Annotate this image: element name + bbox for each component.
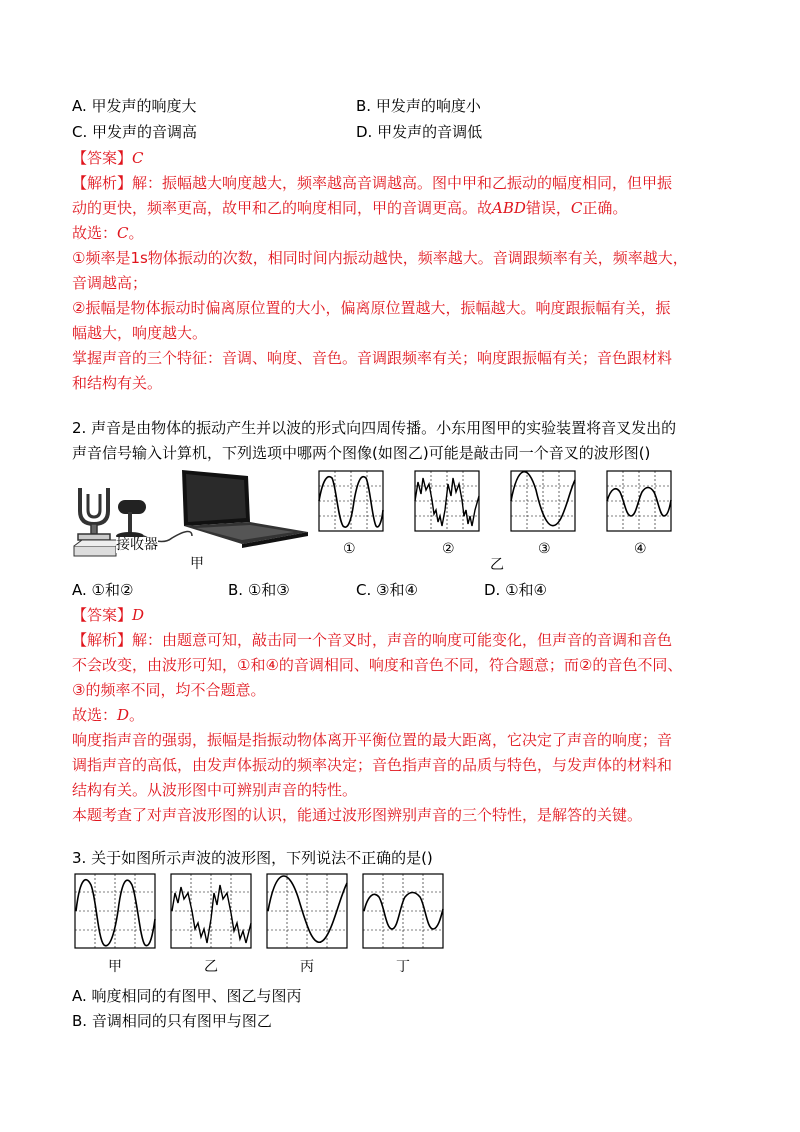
answer-tag: 【答案】	[72, 149, 133, 167]
resonance-box-icon	[74, 540, 122, 556]
choose-label: 故选：	[72, 224, 118, 242]
q2-analysis-line-1	[72, 630, 672, 650]
figure-ding-label: 丁	[396, 959, 410, 975]
figure-jia-label: 甲	[190, 556, 204, 572]
choose-value: D	[117, 706, 130, 724]
choose-end: 。	[129, 706, 145, 724]
q2-option-b: B. ①和③	[228, 581, 290, 599]
receiver-label: 接收器	[116, 537, 158, 553]
q2-note1-line-2: 调指声音的高低，由发声体振动的频率决定；音色指声音的品质与特色，与发声体的材料和	[72, 756, 673, 774]
figure-yi-label: 乙	[204, 959, 218, 975]
waveform-2-diagram	[414, 470, 480, 532]
q2-analysis-line-3: ③的频率不同，均不合题意。	[72, 681, 266, 699]
figure-yi-label: 乙	[490, 557, 504, 573]
analysis-italic: ABD	[492, 199, 526, 217]
q2-option-d: D. ①和④	[484, 581, 547, 599]
waveform-4-label: ④	[634, 541, 647, 557]
q3-option-a: A. 响度相同的有图甲、图乙与图丙	[72, 987, 302, 1005]
waveform-3-diagram	[510, 470, 576, 532]
analysis-tag: 【解析】	[72, 631, 133, 649]
q2-answer-line	[72, 605, 144, 625]
q1-note2-line-2: 幅越大，响度越大。	[72, 324, 208, 342]
q2-note1-line-1: 响度指声音的强弱，振幅是指振动物体离开平衡位置的最大距离，它决定了声音的响度；音	[72, 731, 673, 749]
answer-value: C	[132, 149, 144, 167]
q1-note1-line-1: ①频率是1s物体振动的次数，相同时间内振动越快，频率越大。音调跟频率有关，频率越大，	[72, 249, 688, 267]
waveform-2-label: ②	[442, 541, 455, 557]
q2-analysis-line-2: 不会改变，由波形可知，①和④的音调相同、响度和音色不同，符合题意；而②的音色不同、	[72, 656, 683, 674]
analysis-italic: C	[570, 199, 583, 217]
waveform-bing-diagram	[266, 873, 348, 949]
q2-note2-line: 本题考查了对声音波形图的认识，能通过波形图辨别声音的三个特性，是解答的关键。	[72, 806, 643, 824]
q2-stem-line-2: 声音信号输入计算机，下列选项中哪两个图像(如图乙)可能是敲击同一个音叉的波形图()	[72, 444, 651, 462]
analysis-text: 解：振幅越大响度越大，频率越高音调越高。图中甲和乙振动的幅度相同，但甲振	[132, 174, 673, 192]
waveform-1-diagram	[318, 470, 384, 532]
q1-analysis-line-2	[72, 198, 627, 218]
choose-label: 故选：	[72, 706, 118, 724]
q1-option-a: A. 甲发声的响度大	[72, 97, 197, 115]
q1-option-c: C. 甲发声的音调高	[72, 123, 198, 141]
microphone-icon	[116, 500, 192, 542]
q1-answer-line	[72, 148, 144, 168]
waveform-jia-diagram	[74, 873, 156, 949]
q2-choose-line	[72, 705, 144, 725]
waveform-4-diagram	[606, 470, 672, 532]
q3-stem: 3. 关于如图所示声波的波形图，下列说法不正确的是()	[72, 849, 433, 867]
choose-end: 。	[128, 224, 144, 242]
q1-option-b: B. 甲发声的响度小	[356, 97, 481, 115]
analysis-text: 解：由题意可知，敲击同一个音叉时，声音的响度可能变化，但声音的音调和音色	[132, 631, 673, 649]
figure-bing-label: 丙	[300, 959, 314, 975]
waveform-3-label: ③	[538, 541, 551, 557]
q1-analysis-line-1	[72, 173, 672, 193]
tuning-fork-setup-figure	[72, 466, 312, 566]
analysis-text: 错误，	[525, 199, 571, 217]
q1-note3-line-1: 掌握声音的三个特征：音调、响度、音色。音调跟频率有关；响度跟振幅有关；音色跟材料	[72, 349, 673, 367]
q2-note1-line-3: 结构有关。从波形图中可辨别声音的特性。	[72, 781, 358, 799]
laptop-icon	[182, 470, 308, 548]
figure-jia-label: 甲	[108, 959, 122, 975]
answer-tag: 【答案】	[72, 606, 133, 624]
analysis-tag: 【解析】	[72, 174, 133, 192]
analysis-text: 正确。	[582, 199, 628, 217]
choose-value: C	[117, 224, 129, 242]
q1-choose-line	[72, 223, 144, 243]
q2-option-c: C. ③和④	[356, 581, 418, 599]
q1-option-d: D. 甲发声的音调低	[356, 123, 483, 141]
waveform-yi-diagram	[170, 873, 252, 949]
q1-note1-line-2: 音调越高；	[72, 274, 148, 292]
q1-note3-line-2: 和结构有关。	[72, 374, 163, 392]
q3-option-b: B. 音调相同的只有图甲与图乙	[72, 1012, 272, 1030]
waveform-ding-diagram	[362, 873, 444, 949]
q2-option-a: A. ①和②	[72, 581, 134, 599]
waveform-1-label: ①	[343, 541, 356, 557]
tuning-fork-icon	[78, 488, 110, 540]
answer-value: D	[132, 606, 145, 624]
q1-note2-line-1: ②振幅是物体振动时偏离原位置的大小，偏离原位置越大，振幅越大。响度跟振幅有关，振	[72, 299, 671, 317]
q2-stem-line-1: 2. 声音是由物体的振动产生并以波的形式向四周传播。小东用图甲的实验装置将音叉发出的	[72, 419, 677, 437]
analysis-text: 动的更快，频率更高，故甲和乙的响度相同，甲的音调更高。故	[72, 199, 493, 217]
